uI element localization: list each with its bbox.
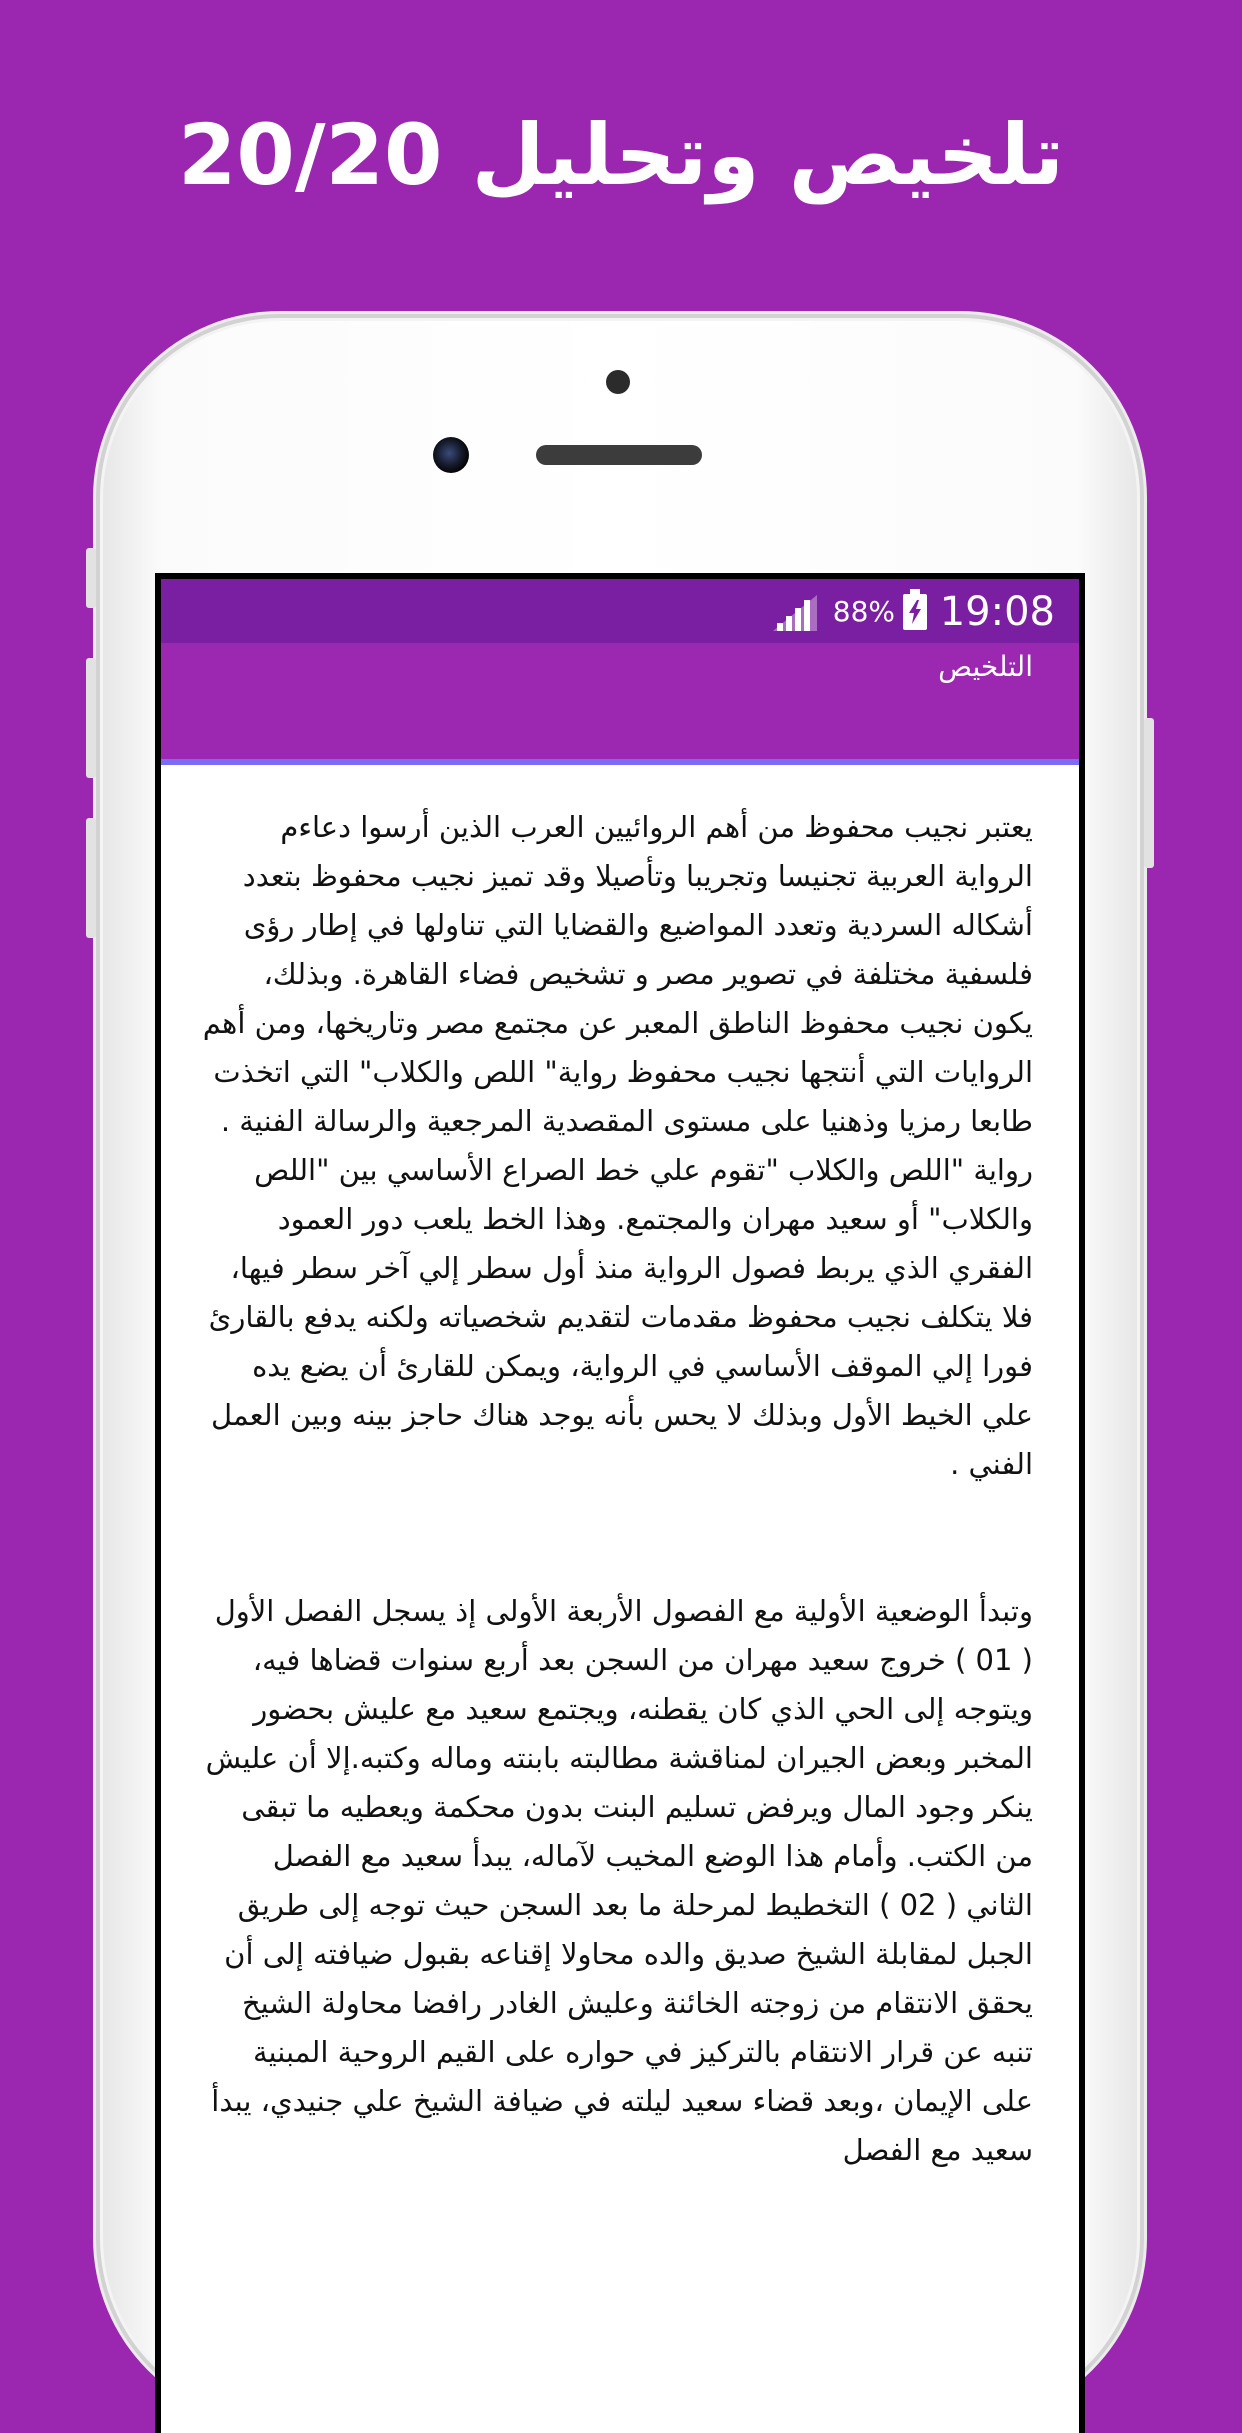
- battery-percent: 88%: [832, 595, 895, 628]
- phone-mockup: [100, 318, 1140, 2418]
- phone-screen: [155, 573, 1085, 2433]
- app-bar: [161, 643, 1079, 765]
- phone-power-button: [1144, 718, 1154, 868]
- summary-text: [201, 803, 1033, 2175]
- summary-content[interactable]: [161, 765, 1079, 2433]
- proximity-sensor: [606, 370, 630, 394]
- promo-title: تلخيص وتحليل 20/20: [177, 106, 1065, 204]
- paragraph: رواية "اللص والكلاب "تقوم علي خط الصراع الأساسي بين "اللص والكلاب" أو سعيد مهران والمجتمع. وهذا الخط يلعب دور العمود الفقري الذي يربط فصول الرواية منذ أول سطر إلي آخر سطر فيها، فلا يتكلف نجيب محفوظ مقدمات لتقديم شخصياته ولكنه يدفع بالقارئ فورا إلي الموقف الأساسي في الرواية، ويمكن للقارئ أن يضع يده علي الخيط الأول وبذلك لا يحس بأنه يوجد هناك حاجز بينه وبين العمل الفني .: [208, 1153, 1033, 1481]
- earpiece-speaker: [536, 445, 702, 465]
- phone-volume-up-button: [86, 658, 96, 778]
- status-bar: [161, 579, 1079, 643]
- phone-volume-down-button: [86, 818, 96, 938]
- front-camera: [433, 437, 469, 473]
- phone-side-button: [86, 548, 96, 608]
- battery-charging-icon: [903, 594, 927, 630]
- paragraph: وتبدأ الوضعية الأولية مع الفصول الأربعة الأولى إذ يسجل الفصل الأول ( 01 ) خروج سعيد مهران من السجن بعد أربع سنوات قضاها فيه، ويتوجه إلى الحي الذي كان يقطنه، ويجتمع سعيد مع عليش بحضور المخبر وبعض الجيران لمناقشة مطالبته بابنته وماله وكتبه.إلا أن عليش ينكر وجود المال ويرفض تسليم البنت بدون محكمة ويعطيه ما تبقى من الكتب. وأمام هذا الوضع المخيب لآماله، يبدأ سعيد مع الفصل الثاني ( 02 ) التخطيط لمرحلة ما بعد السجن حيث توجه إلى طريق الجبل لمقابلة الشيخ صديق والده محاولا إقناعه بقبول ضيافته إلى أن يحقق الانتقام من زوجته الخائنة وعليش الغادر رافضا محاولة الشيخ تنبه عن قرار الانتقام بالتركيز في حواره على القيم الروحية المبنية على الإيمان ،وبعد قضاء سعيد ليلته في ضيافة الشيخ علي جنيدي، يبدأ سعيد مع الفصل: [205, 1594, 1033, 2167]
- paragraph: يعتبر نجيب محفوظ من أهم الروائيين العرب الذين أرسوا دعاءم الرواية العربية تجنيسا وتجريبا وتأصيلا وقد تميز نجيب محفوظ بتعدد أشكاله السردية وتعدد المواضيع والقضايا التي تناولها في إطار رؤى فلسفية مختلفة في تصوير مصر و تشخيص فضاء القاهرة. وبذلك، يكون نجيب محفوظ الناطق المعبر عن مجتمع مصر وتاريخها، ومن أهم الروايات التي أنتجها نجيب محفوظ رواية" اللص والكلاب" التي اتخذت طابعا رمزيا وذهنيا على مستوى المقصدية المرجعية والرسالة الفنية .: [202, 810, 1033, 1138]
- cell-signal-icon: [773, 595, 817, 631]
- app-bar-title: التلخيص: [938, 650, 1033, 683]
- paragraph-spacer: [201, 1489, 1033, 1587]
- status-time: 19:08: [939, 589, 1055, 635]
